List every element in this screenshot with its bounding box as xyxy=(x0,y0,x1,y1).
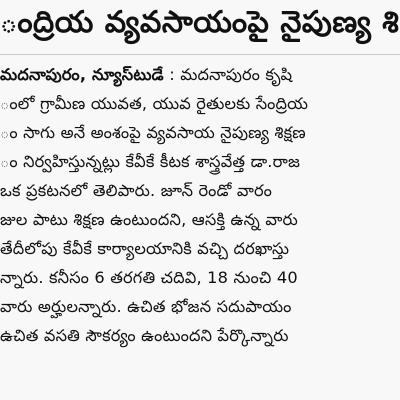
article-line-4: ం నిర్వహిస్తున్నట్లు కేవీకే కీటక శాస్త్రవేత్త డా.రాజ xyxy=(0,152,301,171)
article-headline: ంద్రియ వ్యవసాయంపై నైపుణ్య శి xyxy=(0,5,400,40)
article-line-9: వారు అర్హులన్నారు. ఉచిత భోజన సదుపాయం xyxy=(0,297,292,316)
headline-divider xyxy=(0,54,400,55)
article-line-1 xyxy=(0,60,400,89)
article-line-2: ంలో గ్రామీణ యువత, యువ రైతులకు సేంద్రియ xyxy=(0,94,309,113)
article-line-5: ఒక ప్రకటనలో తెలిపారు. జూన్ రెండో వారం xyxy=(0,181,273,200)
article-body xyxy=(0,60,400,395)
article-line-8: న్నారు. కనీసం 6 తరగతి చదివి, 18 నుంచి 40 xyxy=(0,268,298,287)
article-line-text: మదనాపురం కృషి xyxy=(180,65,293,84)
article-line-10: ఉచిత వసతి సౌకర్యం ఉంటుందని పేర్కొన్నారు xyxy=(0,326,289,345)
article-line-7: తేదీలోపు కేవీకే కార్యాలయానికి వచ్చి దరఖాస్తు xyxy=(0,239,290,258)
dateline-separator: : xyxy=(163,65,181,84)
article-dateline: మదనాపురం, న్యూస్‌టుడే xyxy=(0,65,164,84)
article-line-6: జుల పాటు శిక్షణ ఉంటుందని, ఆసక్తి ఉన్న వారు xyxy=(0,210,298,229)
article-line-3: ం సాగు అనే అంశంపై వ్యవసాయ నైపుణ్య శిక్షణ xyxy=(0,123,306,142)
